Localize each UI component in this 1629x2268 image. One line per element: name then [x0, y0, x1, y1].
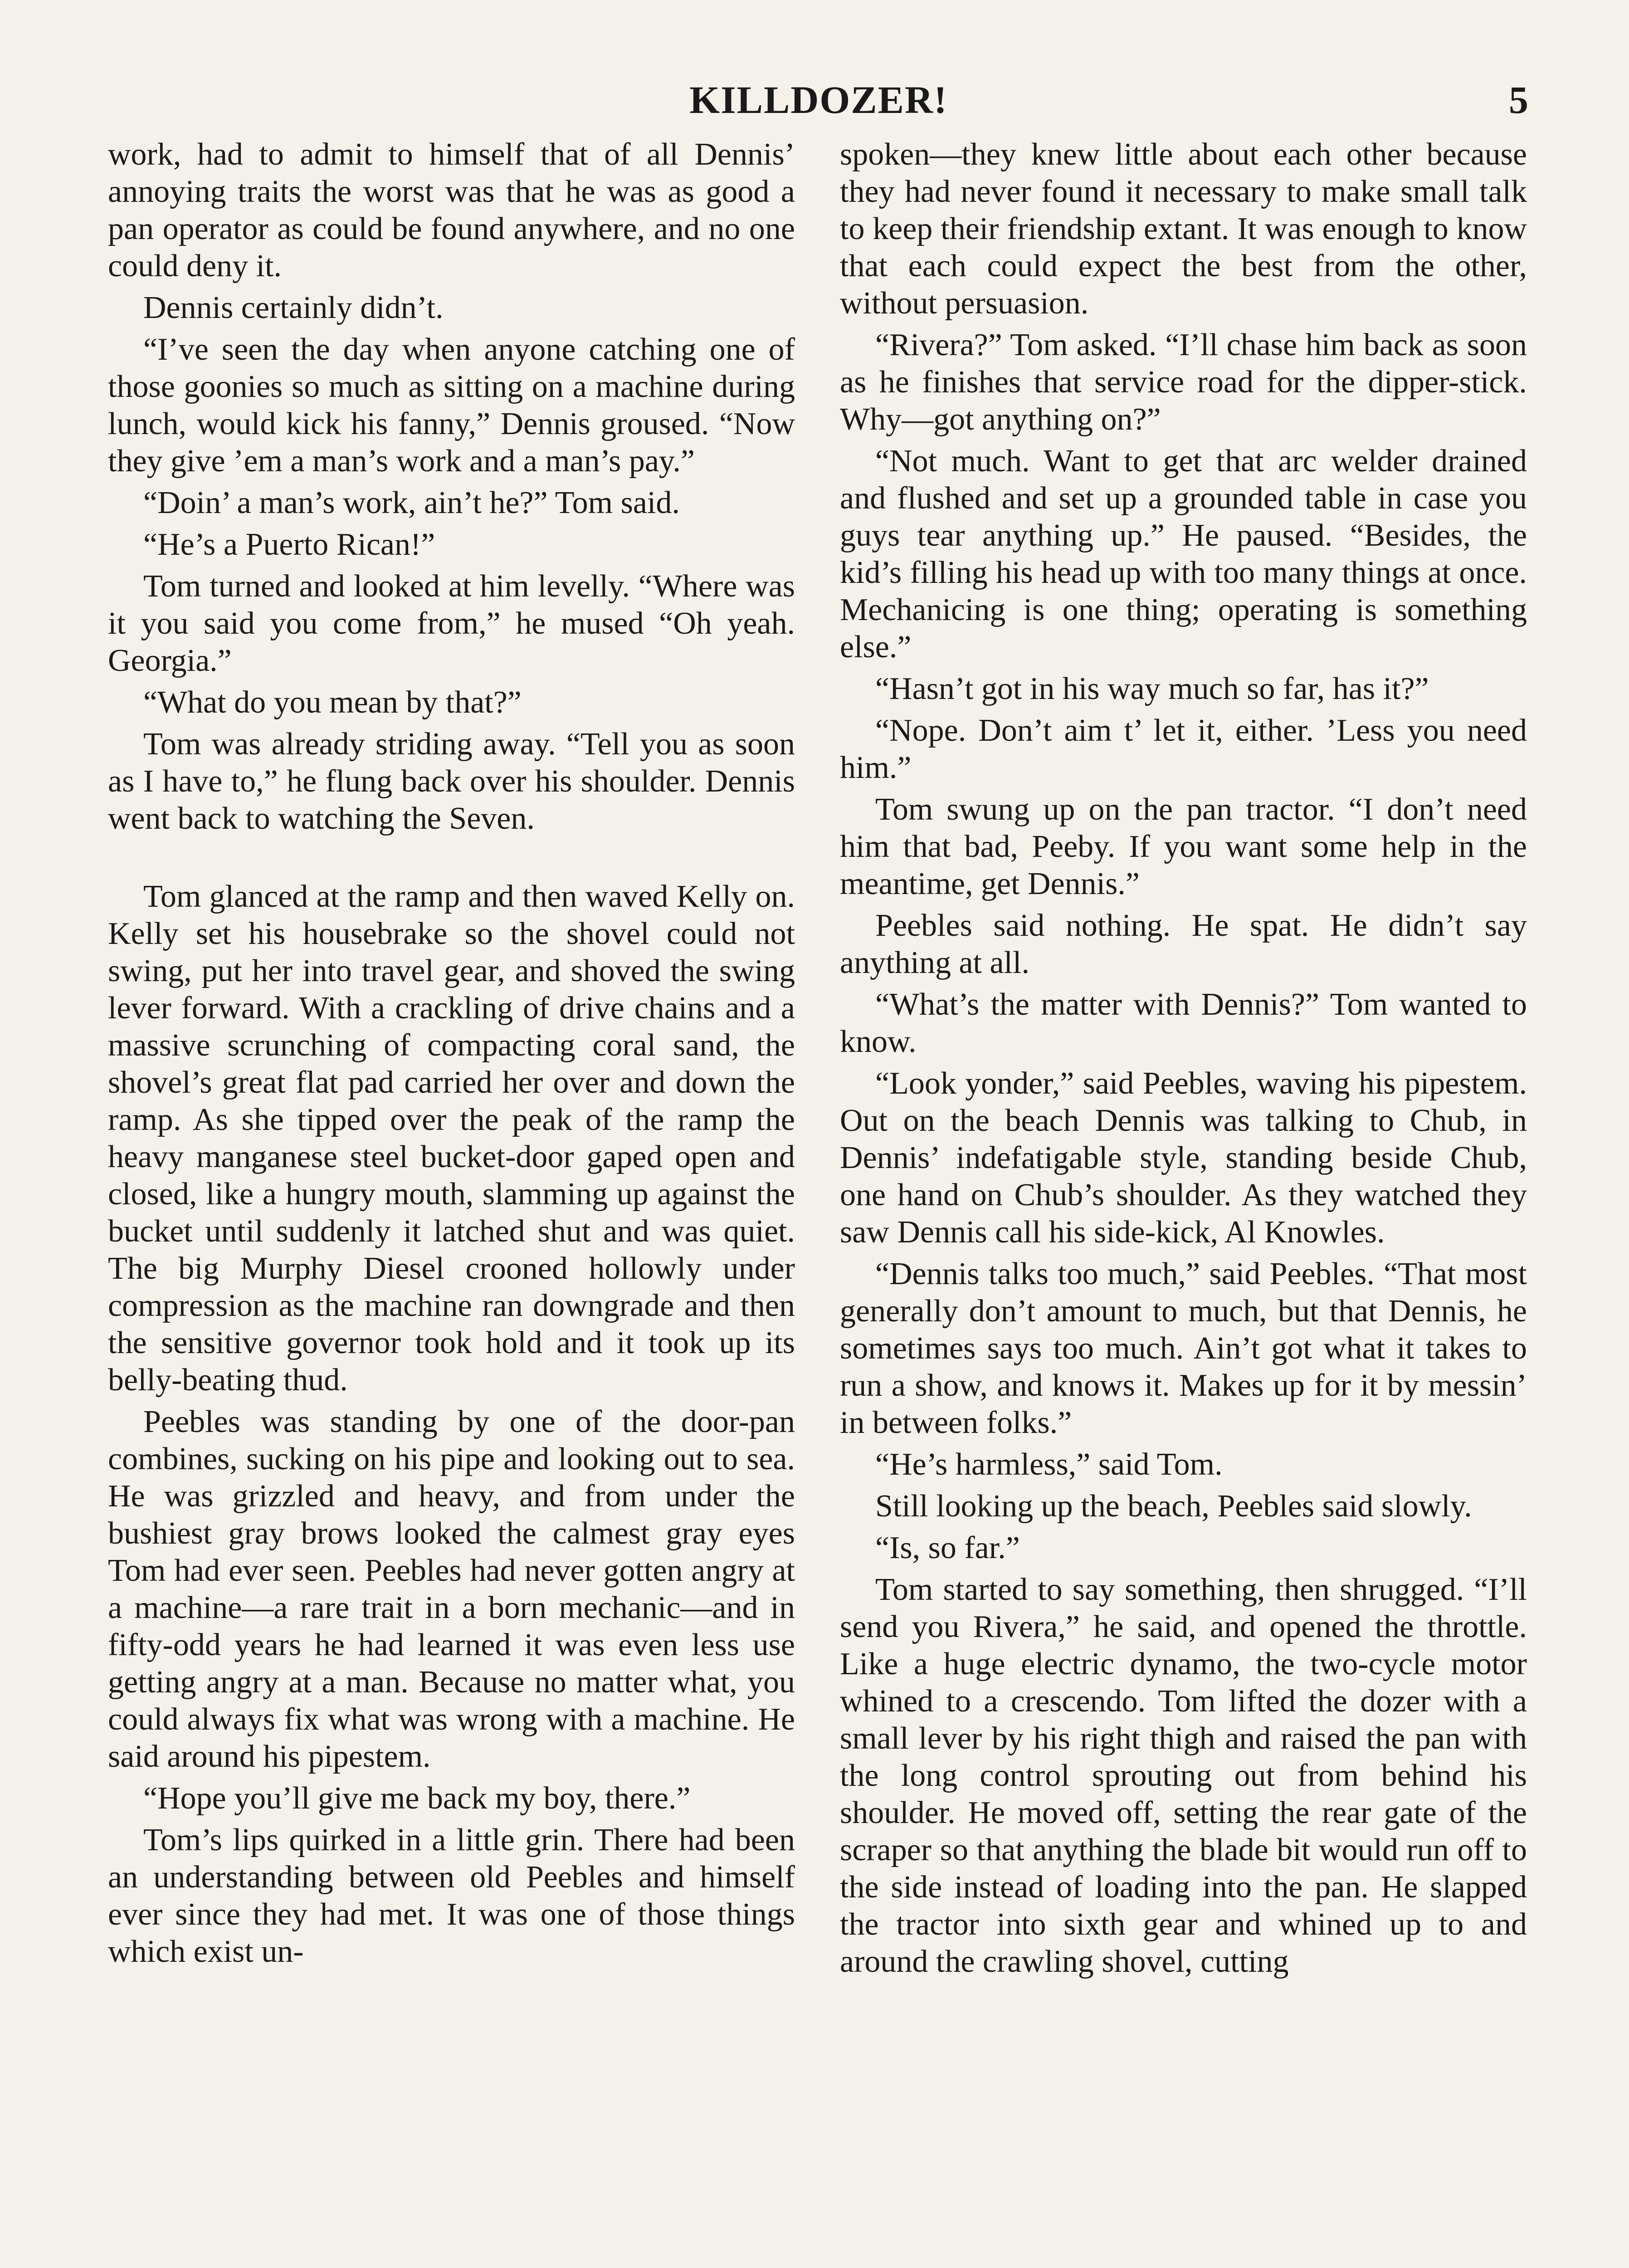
paragraph: “Hope you’ll give me back my boy, there.” [143, 1781, 691, 1816]
paragraph: “Dennis talks too much,” said Peebles. “That most generally don’t amount to much, but that Dennis, he sometimes says too much. Ain’t got what it takes to run a show, and knows it. Makes up for it by messin’ in between folks.” [840, 1256, 1527, 1440]
paragraph: Tom glanced at the ramp and then waved Kelly on. Kelly set his housebrake so the shovel could not swing, put her into travel gear, and shoved the swing lever forward. With a crackling of drive chains and a massive scrunching of compacting coral sand, the shovel’s great flat pad carried her over and down the ramp. As she tipped over the peak of the ramp the heavy manganese steel bucket-door gaped open and closed, like a hungry mouth, slamming up against the bucket until suddenly it latched shut and was quiet. The big Murphy Diesel crooned hollowly under compression as the machine ran downgrade and then the sensitive governor took hold and it took up its belly-beating thud. [108, 879, 795, 1398]
paragraph: “Rivera?” Tom asked. “I’ll chase him back as soon as he finishes that service road for the dipper-stick. Why—got anything on?” [840, 327, 1527, 437]
paragraph: “Hasn’t got in his way much so far, has it?” [875, 671, 1429, 706]
paragraph: “Look yonder,” said Peebles, waving his pipestem. Out on the beach Dennis was talking to Chub, in Dennis’ indefatigable style, standing beside Chub, one hand on Chub’s shoulder. As they watched they saw Dennis call his side-kick, Al Knowles. [840, 1066, 1527, 1250]
paragraph: “What’s the matter with Dennis?” Tom wanted to know. [840, 987, 1527, 1059]
paragraph: “He’s harmless,” said Tom. [875, 1447, 1223, 1482]
paragraph: “Nope. Don’t aim t’ let it, either. ’Less you need him.” [840, 713, 1527, 785]
paragraph: “Doin’ a man’s work, ain’t he?” Tom said. [143, 485, 680, 520]
paragraph: “He’s a Puerto Rican!” [143, 527, 435, 562]
paragraph: Peebles was standing by one of the door-pan combines, sucking on his pipe and looking out to sea. He was grizzled and heavy, and from under the bushiest gray brows looked the calmest gray eyes Tom had ever seen. Peebles had never gotten angry at a machine—a rare trait in a born mechanic—and in fifty-odd years he had learned it was even less use getting angry at a man. Because no matter what, you could always fix what was wrong with a machine. He said around his pipestem. [108, 1404, 795, 1774]
running-title: KILLDOZER! [689, 78, 948, 122]
paragraph: Tom’s lips quirked in a little grin. There had been an understanding between old Peebles and himself ever since they had met. It was one of those things which exist un- [108, 1823, 795, 1969]
page-number: 5 [1509, 78, 1528, 122]
paragraph: “I’ve seen the day when anyone catching one of those goonies so much as sitting on a machine during lunch, would kick his fanny,” Dennis groused. “Now they give ’em a man’s work and a man’s pay.” [108, 332, 795, 479]
paragraph: Tom was already striding away. “Tell you as soon as I have to,” he flung back over his shoulder. Dennis went back to watching the Seven. [108, 727, 795, 836]
paragraph: Tom started to say something, then shrugged. “I’ll send you Rivera,” he said, and opened the throttle. Like a huge electric dynamo, the two-cycle motor whined to a crescendo. Tom lifted the dozer with a small lever by his right thigh and raised the pan with the long control sprouting out from behind his shoulder. He moved off, setting the rear gate of the scraper so that anything the blade bit would run off to the side instead of loading into the pan. He slapped the tractor into sixth gear and whined up to and around the crawling shovel, cutting [840, 1572, 1527, 1979]
paragraph: Peebles said nothing. He spat. He didn’t say anything at all. [840, 908, 1527, 980]
paragraph: spoken—they knew little about each other because they had never found it necessary to make small talk to keep their friendship extant. It was enough to know that each could expect the best from the other, without persuasion. [840, 137, 1527, 321]
paragraph: Tom swung up on the pan tractor. “I don’t need him that bad, Peeby. If you want some help in the meantime, get Dennis.” [840, 792, 1527, 901]
paragraph: “What do you mean by that?” [143, 685, 522, 720]
paragraph: “Is, so far.” [875, 1530, 1020, 1565]
paragraph: Dennis certainly didn’t. [143, 290, 444, 325]
page-header [109, 77, 1528, 132]
paragraph: Still looking up the beach, Peebles said slowly. [875, 1489, 1472, 1524]
paragraph: Tom turned and looked at him levelly. “Where was it you said you come from,” he mused “Oh yeah. Georgia.” [108, 569, 795, 678]
paragraph: work, had to admit to himself that of all Dennis’ annoying traits the worst was that he was as good a pan operator as could be found anywhere, and no one could deny it. [108, 137, 795, 284]
right-column [840, 136, 1527, 1985]
left-column [108, 136, 795, 1975]
paragraph: “Not much. Want to get that arc welder drained and flushed and set up a grounded table in case you guys tear anything up.” He paused. “Besides, the kid’s filling his head up with too many things at once. Mechanicing is one thing; operating is something else.” [840, 444, 1527, 665]
